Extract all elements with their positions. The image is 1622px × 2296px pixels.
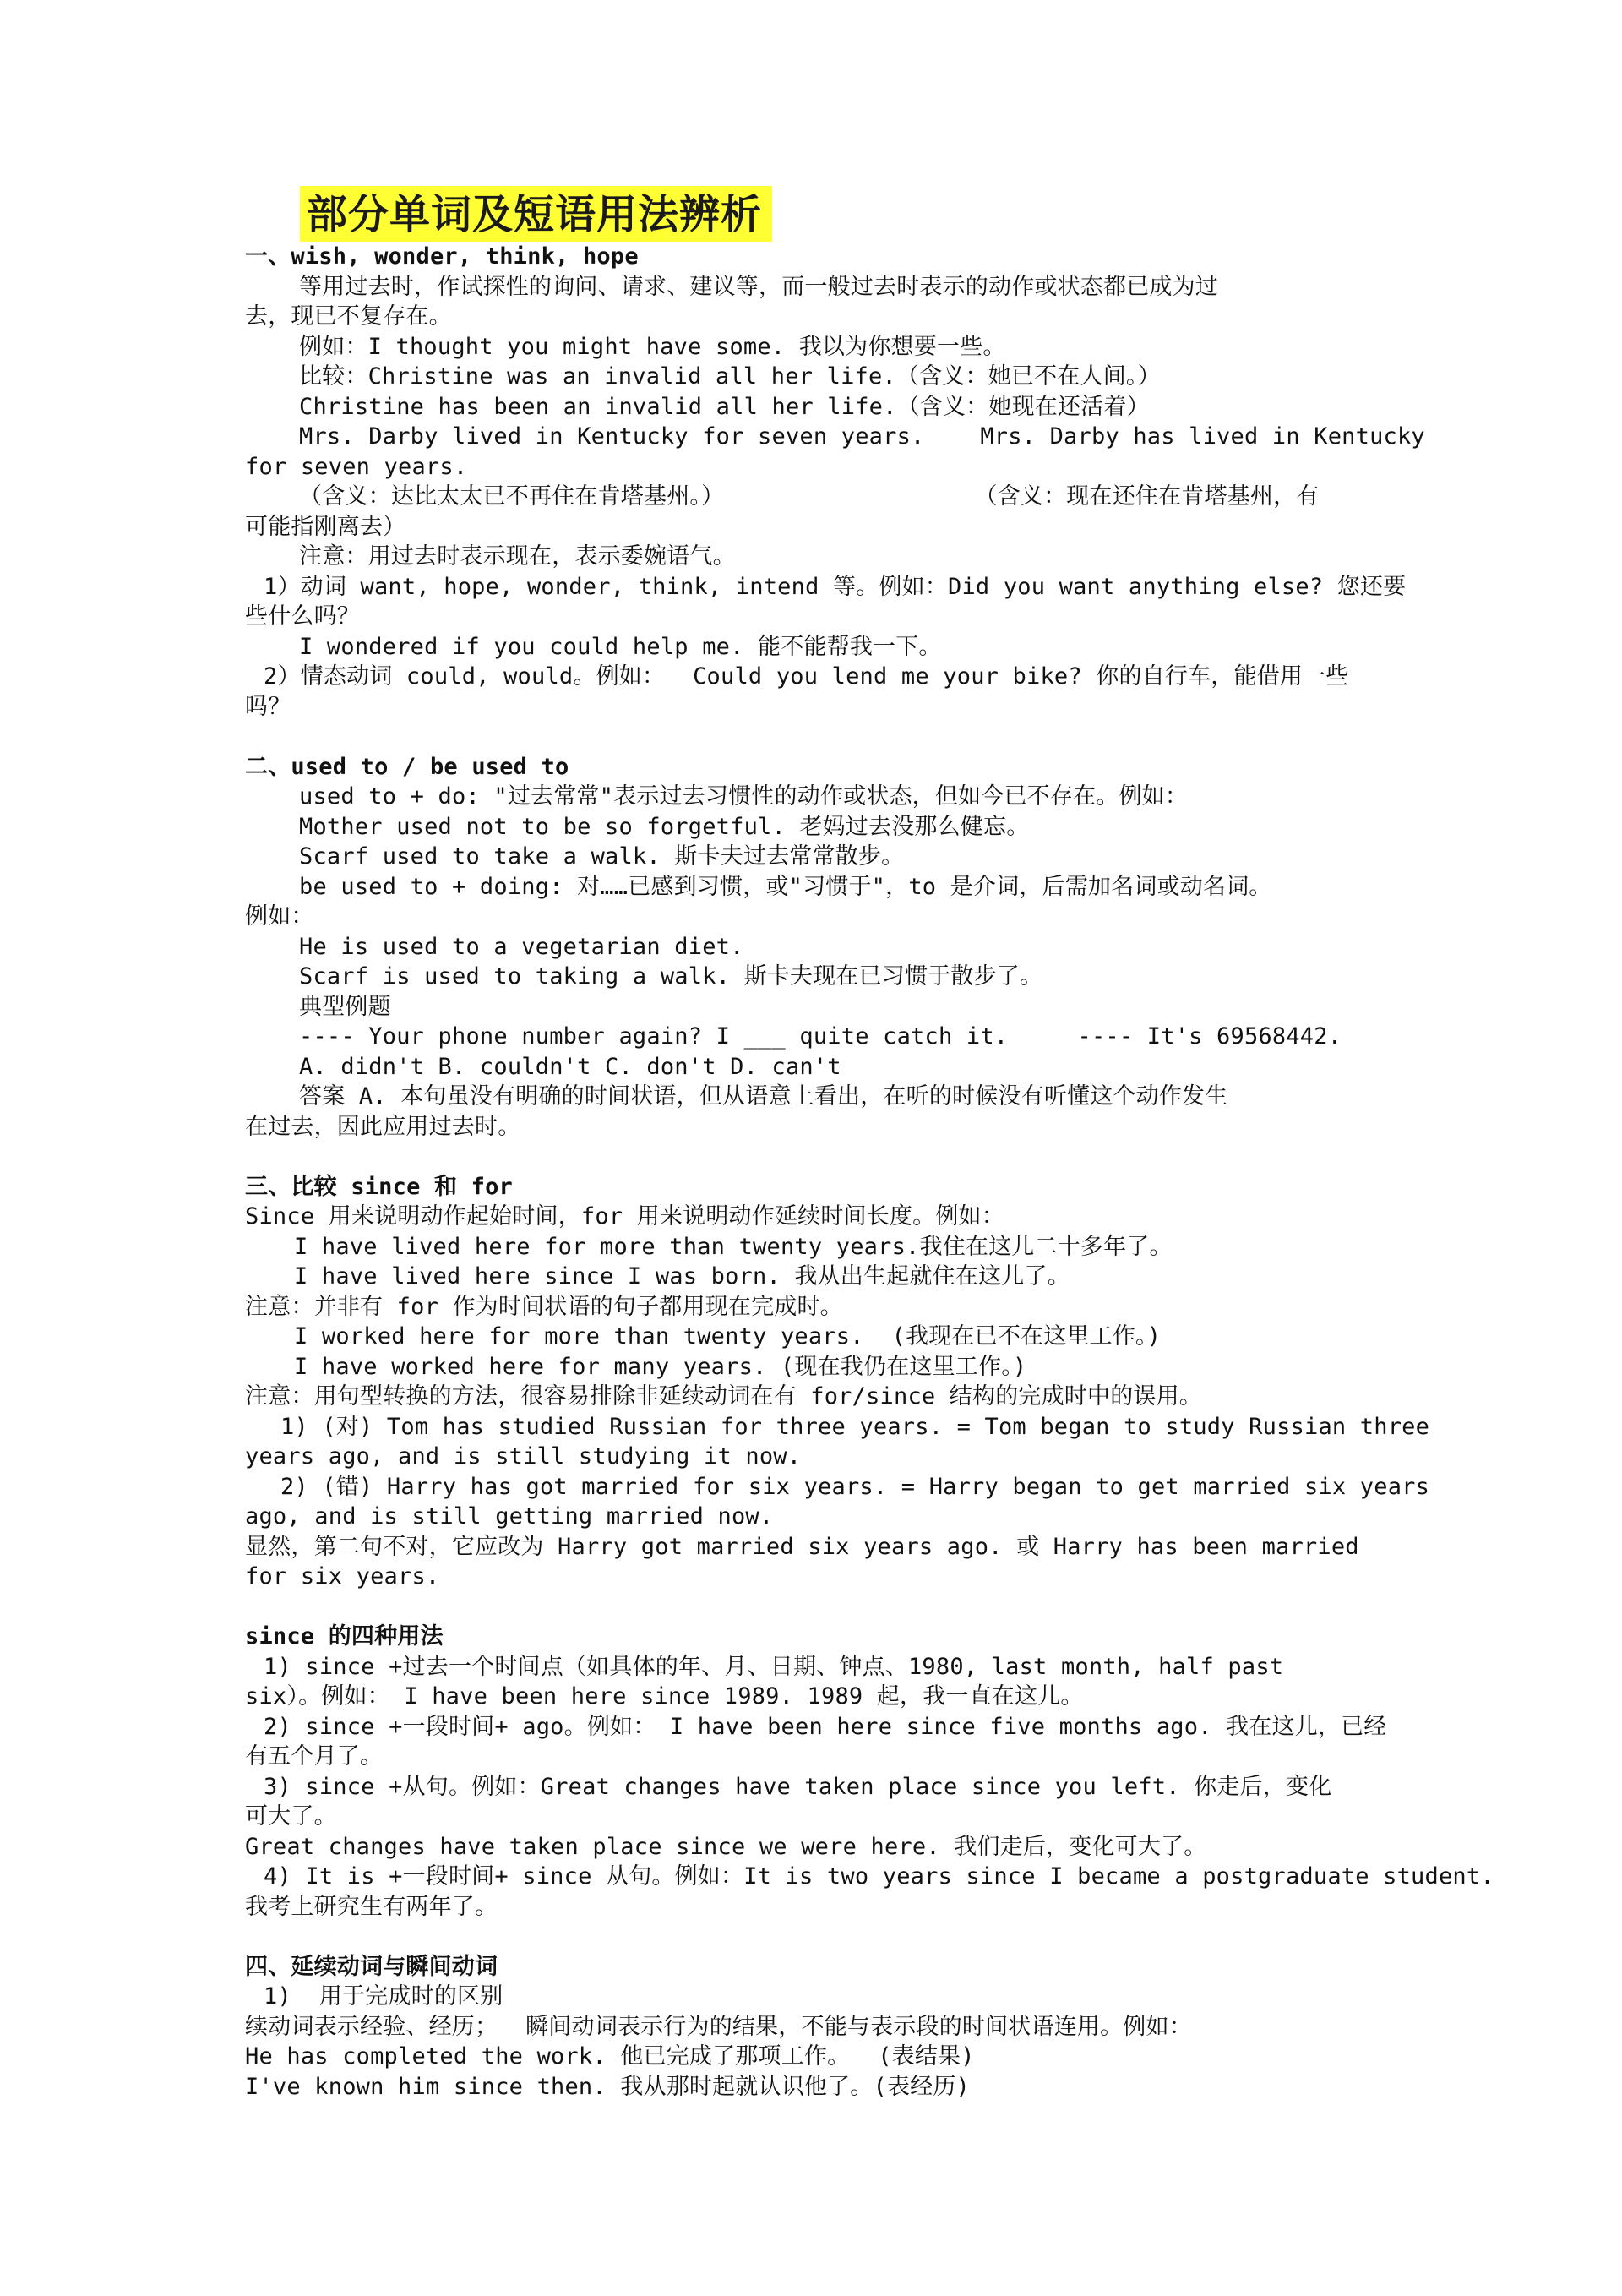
text-line: 显然，第二句不对，它应改为 Harry got married six years ago. 或 Harry has been married [245, 1533, 1359, 1560]
text-line: 可能指刚离去） [245, 513, 406, 540]
page-title: 部分单词及短语用法辨析 [300, 186, 772, 242]
text-line: He is used to a vegetarian diet. [299, 933, 744, 960]
text-line: A. didn't B. couldn't C. don't D. can't [299, 1053, 841, 1080]
text-line: 等用过去时，作试探性的询问、请求、建议等，而一般过去时表示的动作或状态都已成为过 [299, 273, 1218, 300]
text-line: 1) 用于完成时的区别 [264, 1983, 503, 2010]
text-line: He has completed the work. 他已完成了那项工作。 (表结果) [245, 2043, 975, 2070]
text-line: ---- Your phone number again? I ___ quite catch it. ---- It's 69568442. [299, 1023, 1342, 1050]
text-line: 典型例题 [299, 993, 391, 1020]
text-line: I wondered if you could help me. 能不能帮我一下。 [299, 633, 942, 660]
text-line: 3) since +从句。例如：Great changes have taken place since you left. 你走后，变化 [264, 1773, 1332, 1800]
section-heading: 一、wish, wonder, think, hope [245, 243, 639, 270]
text-line: 注意：并非有 for 作为时间状语的句子都用现在完成时。 [245, 1293, 843, 1320]
text-line: 1) since +过去一个时间点（如具体的年、月、日期、钟点、1980, last month, half past [264, 1653, 1284, 1680]
text-line: 注意：用句型转换的方法，很容易排除非延续动词在有 for/since 结构的完成时中的误用。 [245, 1383, 1203, 1410]
text-line: 例如：I thought you might have some. 我以为你想要一些。 [299, 333, 1006, 360]
text-line: Great changes have taken place since we were here. 我们走后，变化可大了。 [245, 1833, 1207, 1860]
text-line: for seven years. [245, 453, 468, 480]
text-line: Scarf used to take a walk. 斯卡夫过去常常散步。 [299, 843, 905, 870]
text-line: 2) (错) Harry has got married for six years. = Harry began to get married six years [280, 1473, 1430, 1500]
text-line: I have worked here for many years. (现在我仍在这里工作。) [294, 1353, 1027, 1380]
text-line: I have lived here for more than twenty years.我住在这儿二十多年了。 [294, 1233, 1173, 1260]
text-line: 2）情态动词 could, would。例如： Could you lend me your bike? 你的自行车，能借用一些 [264, 663, 1349, 690]
text-line: 在过去，因此应用过去时。 [245, 1113, 521, 1140]
blank-line [245, 1922, 1394, 1952]
text-line: I worked here for more than twenty years. (我现在已不在这里工作。) [294, 1323, 1162, 1350]
text-line: 例如： [245, 903, 314, 930]
text-line: used to + do: "过去常常"表示过去习惯性的动作或状态，但如今已不存在。例如： [299, 783, 1189, 810]
text-line: 我考上研究生有两年了。 [245, 1893, 498, 1920]
text-line: 4) It is +一段时间+ since 从句。例如：It is two years since I became a postgraduate student. [264, 1863, 1494, 1890]
blank-line [245, 722, 1394, 752]
section-heading: 三、比较 since 和 for [245, 1173, 514, 1200]
text-line: 2) since +一段时间+ ago。例如： I have been here since five months ago. 我在这儿，已经 [264, 1713, 1387, 1740]
text-line: Since 用来说明动作起始时间，for 用来说明动作延续时间长度。例如： [245, 1203, 1004, 1230]
text-line: Mrs. Darby lived in Kentucky for seven years. Mrs. Darby has lived in Kentucky [299, 423, 1425, 450]
text-line: 些什么吗？ [245, 603, 360, 630]
text-line: 去，现已不复存在。 [245, 303, 452, 330]
text-line: 有五个月了。 [245, 1743, 384, 1770]
text-line: （含义：达比太太已不再住在肯塔基州。） （含义：现在还住在肯塔基州，有 [299, 483, 1320, 510]
text-line: years ago, and is still studying it now. [245, 1443, 802, 1470]
text-line: ago, and is still getting married now. [245, 1503, 774, 1530]
text-line: 可大了。 [245, 1803, 337, 1830]
text-line: Christine has been an invalid all her life.（含义：她现在还活着） [299, 393, 1150, 420]
text-line: 注意：用过去时表示现在，表示委婉语气。 [299, 543, 736, 570]
document-body [245, 242, 1494, 2102]
text-line: I have lived here since I was born. 我从出生起就住在这儿了。 [294, 1263, 1070, 1290]
text-line: 答案 A. 本句虽没有明确的时间状语，但从语意上看出，在听的时候没有听懂这个动作发生 [299, 1083, 1228, 1110]
text-line: Mother used not to be so forgetful. 老妈过去没那么健忘。 [299, 813, 1030, 840]
section-heading: 四、延续动词与瞬间动词 [245, 1953, 498, 1980]
text-line: 吗？ [245, 693, 291, 720]
text-line: be used to + doing: 对……已感到习惯，或"习惯于"，to 是介词，后需加名词或动名词。 [299, 873, 1272, 900]
document-page [245, 186, 1494, 2102]
text-line: 1）动词 want, hope, wonder, think, intend 等。例如：Did you want anything else? 您还要 [264, 573, 1407, 600]
text-line: I've known him since then. 我从那时起就认识他了。(表经历) [245, 2073, 971, 2100]
section-heading: since 的四种用法 [245, 1623, 444, 1650]
section-heading: 二、used to / be used to [245, 753, 569, 780]
text-line: six）。例如： I have been here since 1989. 1989 起，我一直在这儿。 [245, 1683, 1084, 1710]
text-line: Scarf is used to taking a walk. 斯卡夫现在已习惯于散步了。 [299, 963, 1043, 990]
blank-line [245, 1142, 1394, 1172]
text-line: 续动词表示经验、经历； 瞬间动词表示行为的结果，不能与表示段的时间状语连用。例如： [245, 2013, 1192, 2040]
text-line: 比较：Christine was an invalid all her life.（含义：她已不在人间。） [299, 363, 1161, 390]
blank-line [245, 1592, 1394, 1622]
text-line: 1) (对) Tom has studied Russian for three years. = Tom began to study Russian three [280, 1413, 1430, 1440]
text-line: for six years. [245, 1563, 440, 1590]
